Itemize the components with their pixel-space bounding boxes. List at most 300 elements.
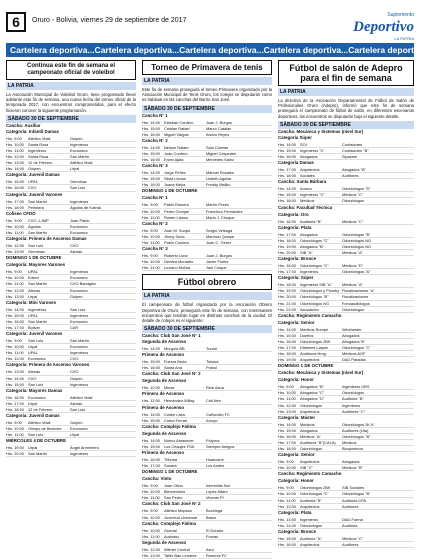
team-away: Gulpen xyxy=(70,420,83,425)
match-time: Hrs. 14:00 xyxy=(278,326,296,332)
category-heading: Cancha N° 3 xyxy=(142,246,168,252)
team-away: DAD Paradas xyxy=(342,357,366,363)
team-home: Juana Mejía xyxy=(164,182,186,188)
team-away: Contadores xyxy=(342,141,363,147)
team-home: Diabetes Llapan xyxy=(300,344,329,350)
match-time: Hrs. 9:00 xyxy=(142,227,158,233)
team-home: UPAL xyxy=(28,179,38,185)
match-time: Hrs. 20:00 xyxy=(278,249,296,255)
team-home: Urpal xyxy=(28,293,38,299)
match-time: Hrs. 18:00 xyxy=(6,406,24,412)
category-heading: DOMINGO 1 DE OCTUBRE xyxy=(142,188,198,194)
category-heading: Cancha N° 1 xyxy=(142,112,168,118)
category-heading: Cancha N° 2 xyxy=(142,137,168,143)
team-home: Abogados "C" xyxy=(300,390,325,396)
match-time: Hrs. 10:00 xyxy=(6,275,24,281)
match-time: Hrs. 15:00 xyxy=(142,125,160,131)
match-list xyxy=(142,359,272,371)
team-home: Ingenieros xyxy=(28,306,47,312)
match-time: Hrs. 11:00 xyxy=(6,350,24,356)
team-home: Odontólogos 2BK xyxy=(300,485,331,491)
category-heading: Categoría: Honor xyxy=(278,377,314,383)
match-time: Hrs. 14:00 xyxy=(142,411,160,417)
match-row xyxy=(142,553,272,559)
team-home: Colibrí Laza xyxy=(164,411,185,417)
match-time: Hrs. 20:00 xyxy=(6,451,24,457)
team-home: SIB "A" xyxy=(300,249,313,255)
team-away: Atenas xyxy=(70,249,83,255)
match-list xyxy=(142,253,272,271)
team-home: Cristian Rafael xyxy=(164,125,190,131)
match-list xyxy=(142,228,272,246)
match-time: Hrs. 16:00 xyxy=(142,456,160,462)
match-time: Hrs. 15:00 xyxy=(142,443,160,449)
team-away: Auditores xyxy=(342,503,359,509)
match-time: Hrs. 10:00 xyxy=(6,426,24,432)
match-list xyxy=(278,186,414,204)
match-time: Hrs. 15:00 xyxy=(142,359,160,365)
team-home: Odontólogos "C" xyxy=(300,237,329,243)
match-list xyxy=(278,327,414,364)
logo-main: Deportivo xyxy=(353,19,414,35)
team-away: Bravo xyxy=(206,514,217,520)
article-intro: El campeonato de fútbol organizado por la Asociación Obrero Deportiva de Oruro, proseguirá este fin de semana, con interesantes encuentros que tendrán lugar en distintos canchas de la ciudad. El detalle de cotejos es el siguiente: xyxy=(142,302,272,323)
category-heading: Cancha: Complejo Fátima xyxy=(142,423,196,429)
match-list xyxy=(6,269,136,299)
team-away: Odontólogos xyxy=(342,198,365,204)
article-intro: La Asociación Municipal de Voleibol Oruro, tiene programado llevar adelante este fin de semana, una nueva fecha del torneo oficial de la temporada 2017, con encuentros comprometidos, para el efecto hicieron conocer la siguiente programación. xyxy=(6,92,136,113)
team-away: Ramírez FC xyxy=(206,552,227,558)
match-time: Hrs. 10:00 xyxy=(278,491,296,497)
team-home: San Martín xyxy=(28,229,48,235)
article-source: LA PATRIA xyxy=(6,82,136,90)
match-time: Hrs. 18:00 xyxy=(278,446,296,452)
match-time: Hrs. 12:00 xyxy=(142,546,160,552)
team-home: Odontólogos NG xyxy=(300,300,329,306)
match-list xyxy=(142,170,272,188)
team-away: Los Andes xyxy=(206,463,225,469)
category-heading: DOMINGO 1 DE OCTUBRE xyxy=(6,255,62,261)
match-list xyxy=(6,369,136,387)
team-home: Urpal xyxy=(28,445,38,451)
team-away: Francisco Fernández xyxy=(206,208,243,214)
match-list xyxy=(278,536,414,548)
team-away: San Luis xyxy=(70,185,86,191)
category-heading: DOMINGO 1 DE OCTUBRE xyxy=(278,363,334,369)
match-time: Hrs. 15:00 xyxy=(278,147,296,153)
team-home: CVO-J-JMP xyxy=(28,217,49,223)
team-away: Médicos "C" xyxy=(342,535,364,541)
team-home: Ingenieros xyxy=(28,148,47,153)
supplement-logo xyxy=(353,12,414,41)
team-home: UPAL xyxy=(28,350,38,356)
team-home: Médicos xyxy=(300,198,315,204)
match-time: Hrs. 14:00 xyxy=(278,421,296,427)
match-time: Hrs. 15:00 xyxy=(6,179,24,185)
team-away: Médicos "D" xyxy=(342,263,364,269)
team-away: Médicos "B" xyxy=(342,465,363,471)
category-heading: Cancha: Vinto xyxy=(142,476,172,482)
match-time: Hrs. 9:00 xyxy=(278,485,294,491)
team-away: San Martín xyxy=(70,154,90,160)
match-time: Hrs. 10:00 xyxy=(6,223,24,229)
match-list xyxy=(6,218,136,236)
team-home: UPAL xyxy=(28,269,38,275)
team-away: Abogados xyxy=(342,459,360,465)
team-away: Médicos "A" xyxy=(342,282,363,288)
team-away: Odontólogos 2K-K xyxy=(342,421,374,427)
column-futsal xyxy=(278,60,414,548)
category-heading: Categoría: Mayores Varones xyxy=(6,262,66,268)
team-home: Rubén Llanos xyxy=(164,214,189,220)
team-home: San Martín xyxy=(28,451,48,457)
team-away: Fonoaudiólogos xyxy=(342,300,370,306)
match-time: Hrs. 16:00 xyxy=(278,542,296,548)
team-away: López Alfaro xyxy=(206,489,228,495)
match-time: Hrs. 15:00 xyxy=(6,312,24,318)
match-time: Hrs. 19:00 xyxy=(278,243,296,249)
match-list xyxy=(142,508,272,520)
match-time: Hrs. 10:00 xyxy=(278,465,296,471)
team-away: Fiscalizaciones xyxy=(342,294,369,300)
team-away: Águilas de Karnsk xyxy=(70,204,102,210)
match-list xyxy=(142,412,272,424)
team-home: 12 de Febrero xyxy=(28,406,53,412)
team-away: Auditores (Lita) xyxy=(342,427,369,433)
match-time: Hrs. 15:00 xyxy=(142,150,160,156)
team-home: Roberto Luna xyxy=(164,253,188,259)
team-away: Odontólogos NG xyxy=(342,237,371,243)
category-heading: Categoría: Juvenil Damas xyxy=(6,172,60,178)
match-time: Hrs. 12:00 xyxy=(6,287,24,293)
team-home: Jorge Peñez xyxy=(164,170,186,176)
team-home: Los Chaujes FSA xyxy=(164,443,195,449)
match-list xyxy=(142,438,272,450)
match-list xyxy=(142,120,272,138)
match-list xyxy=(278,263,414,275)
match-list xyxy=(6,338,136,362)
team-home: Economía xyxy=(28,394,46,400)
team-home: Tribuna xyxy=(164,456,178,462)
category-heading: Coliseo CFDO xyxy=(6,210,36,216)
match-time: Hrs. 9:00 xyxy=(142,253,158,259)
match-time: Hrs. 10:00 xyxy=(142,527,160,533)
match-list xyxy=(278,282,414,312)
team-home: Pablo Cordero xyxy=(164,239,190,245)
team-away: CVO xyxy=(70,356,79,362)
team-away: Economía xyxy=(70,318,88,324)
team-away: Economía xyxy=(70,223,88,229)
team-home: Odontólogos "C" xyxy=(300,263,329,269)
team-home: Wilmer Central xyxy=(164,546,190,552)
match-row xyxy=(278,542,414,548)
team-away: Gulpen xyxy=(70,375,83,381)
category-heading: Primera de Ascenso xyxy=(142,391,185,397)
venue-heading: Cancha: Auxiliar xyxy=(6,122,41,128)
team-home: Autorato xyxy=(164,533,179,539)
match-time: Hrs. 16:00 xyxy=(142,131,160,137)
team-away: Juan J. Burgos xyxy=(206,119,232,125)
dateline: Oruro - Bolivia, viernes 29 de septiembre de 2017 xyxy=(32,17,187,24)
category-heading: Categoría: Bronce xyxy=(278,528,317,534)
match-time: Hrs. 9:00 xyxy=(278,459,294,465)
schedule-list xyxy=(6,129,136,458)
team-away: Winchester xyxy=(342,326,362,332)
team-home: Bolivar xyxy=(28,324,40,330)
team-home: Médicos xyxy=(300,421,315,427)
team-home: Gramal xyxy=(164,527,177,533)
team-away: Abogados xyxy=(342,332,360,338)
category-heading: Categoría: Primera de Ascenso Varones xyxy=(6,362,90,368)
team-away: Ingenieros xyxy=(70,451,89,457)
match-time: Hrs. 17:00 xyxy=(278,167,296,173)
match-time: Hrs. 19:00 xyxy=(6,445,24,451)
team-home: Urpal xyxy=(28,344,38,350)
match-list xyxy=(6,420,136,438)
team-home: Atenas xyxy=(28,369,41,375)
team-away: Atenas xyxy=(70,400,83,406)
team-home: Águilas xyxy=(28,223,41,229)
article-source: LA PATRIA xyxy=(142,292,272,300)
team-home: Santa Rosa xyxy=(28,154,49,160)
venue-heading: Cancha: Club San José N° 1 xyxy=(142,333,201,339)
logo-sub: LA PATRIA xyxy=(394,36,414,41)
logo-super: Suplemento xyxy=(387,12,414,18)
team-home: Pedro Choque xyxy=(164,208,190,214)
category-heading: Categoría: Juvenil Damas xyxy=(6,413,60,418)
team-home: Ingenieros "C" xyxy=(300,147,325,153)
team-home: San Luis xyxy=(28,338,44,344)
match-list xyxy=(278,384,414,414)
match-time: Hrs. 17:00 xyxy=(142,463,160,469)
team-away: Bioquímicos xyxy=(342,446,364,452)
team-home: San Luis xyxy=(28,432,44,438)
team-home: Ingenieros "C" xyxy=(300,192,325,198)
category-heading: Primera de Ascenso xyxy=(142,404,185,410)
team-home: Dueños xyxy=(300,332,314,338)
team-away: San Luis xyxy=(70,306,86,312)
match-time: Hrs. 10:00 xyxy=(278,390,296,396)
team-home: Odontólogos "B" xyxy=(300,294,329,300)
team-home: San Luis xyxy=(28,381,44,387)
team-away: Tunari xyxy=(206,346,217,352)
team-away: Ingenieros xyxy=(70,198,89,204)
team-home: Olimpo de Bestorre xyxy=(28,426,62,432)
team-away: Intermilán Bol xyxy=(206,483,230,489)
category-heading: Categoría: Mayores Damas xyxy=(6,387,63,393)
team-home: Abogados xyxy=(300,231,318,237)
day-heading: SÁBADO 30 DE SEPTIEMBRE xyxy=(278,121,414,129)
team-home: San Pedro xyxy=(164,495,183,501)
team-away: Médicos AOF xyxy=(342,351,366,357)
team-home: Ingenieros xyxy=(300,269,319,275)
team-home: Odontólogos xyxy=(300,402,323,408)
match-time: Hrs. 15:00 xyxy=(6,381,24,387)
team-away: Ingenieros xyxy=(70,141,89,147)
column-voleibol xyxy=(6,60,136,540)
category-heading: Categoría: Bronce xyxy=(278,256,317,262)
match-time: Hrs. 16:00 xyxy=(278,218,296,224)
match-time: Hrs. 15:00 xyxy=(278,535,296,541)
match-time: Hrs. 18:00 xyxy=(278,173,296,179)
match-list xyxy=(278,142,414,160)
team-home: Abogados "B" xyxy=(300,384,324,390)
team-away: Odontólogos "C" xyxy=(342,344,371,350)
category-heading: Categoría: Mini Varones xyxy=(6,299,57,305)
match-time: Hrs. 12:00 xyxy=(278,402,296,408)
team-away: Ingenieros xyxy=(70,312,89,318)
match-time: Hrs. 16:00 xyxy=(278,433,296,439)
team-home: Economía xyxy=(28,356,46,362)
match-list xyxy=(6,307,136,331)
team-away: Sergio Veizaga xyxy=(206,227,233,233)
schedule-list xyxy=(142,339,272,559)
category-heading: Segunda de Ascenso xyxy=(142,430,187,436)
match-time: Hrs. 18:00 xyxy=(6,204,24,210)
category-heading: Categoría: Senior xyxy=(278,452,315,458)
team-home: Arquitectos xyxy=(300,542,320,548)
match-time: Hrs. 10:00 xyxy=(142,489,160,495)
team-home: 12 de Febrero xyxy=(28,160,53,166)
match-time: Hrs. 16:00 xyxy=(142,157,160,163)
match-time: Hrs. 11:00 xyxy=(142,265,160,271)
page-header xyxy=(6,12,414,41)
match-time: Hrs. 15:00 xyxy=(278,332,296,338)
team-home: Juan M. Surqui xyxy=(164,227,191,233)
team-home: Fuerza Bruta xyxy=(164,359,187,365)
team-home: Aurora xyxy=(300,186,312,192)
match-time: Hrs. 11:00 xyxy=(278,497,296,503)
team-home: Arquitectos xyxy=(300,167,320,173)
team-home: UPAL xyxy=(28,312,38,318)
team-away: Cañoncito FC xyxy=(206,411,230,417)
category-heading: Segunda de Ascenso xyxy=(142,339,187,345)
match-list xyxy=(278,422,414,452)
match-list xyxy=(142,145,272,163)
team-home: Arquitectos xyxy=(300,503,320,509)
match-time: Hrs. 14:00 xyxy=(6,166,24,172)
match-time: Hrs. 11:00 xyxy=(6,148,24,153)
match-time: Hrs. 16:00 xyxy=(278,154,296,159)
match-time: Hrs. 11:00 xyxy=(142,239,160,245)
team-home: Juventud Universal xyxy=(164,514,198,520)
team-away: Médicos "C" xyxy=(342,192,364,198)
match-time: Hrs. 13:00 xyxy=(278,408,296,414)
match-time: Hrs. 13:00 xyxy=(142,552,160,558)
category-heading: Categoría Damas xyxy=(278,160,314,166)
match-time: Hrs. 16:00 xyxy=(278,338,296,344)
team-away: Economía xyxy=(70,275,88,281)
team-home: Juan Otino xyxy=(164,483,183,489)
category-heading: Cancha: Complejo Fátima xyxy=(142,520,196,526)
team-away: Ingenieros xyxy=(70,350,89,356)
category-heading: Cancha: Club San José N° 2 xyxy=(142,371,201,377)
match-time: Hrs. 16:00 xyxy=(6,394,24,400)
team-home: CVO xyxy=(28,185,37,191)
match-list xyxy=(278,485,414,509)
match-time: Hrs. 11:00 xyxy=(142,533,160,539)
match-time: Hrs. 17:00 xyxy=(278,269,296,275)
article-title-voleibol: Continua este fin de semana el campeonato oficial de voleibol xyxy=(6,60,136,80)
team-away: Atlético Vidal xyxy=(70,160,93,166)
team-home: SOI xyxy=(300,141,307,147)
category-heading: Categoría: Infantil Damas xyxy=(6,128,59,134)
team-home: Auditoria "B" xyxy=(300,218,322,224)
match-time: Hrs. 16:00 xyxy=(142,182,160,188)
team-away: Abogados "B" xyxy=(342,167,366,173)
category-heading: Categoría: Primera de Ascenso Damas xyxy=(6,236,87,242)
team-home: Gulpen xyxy=(28,166,41,172)
team-away: Lisbeth Aguilar xyxy=(206,176,232,182)
team-home: Luciano Molina xyxy=(164,265,191,271)
category-heading: Cancha N° 2 xyxy=(142,220,168,226)
match-time: Hrs. 14:00 xyxy=(278,186,296,192)
team-home: San Martín xyxy=(28,281,48,287)
category-heading: Segunda de Ascenso xyxy=(142,378,187,384)
team-home: Ingenieros SIB "A" xyxy=(300,282,332,288)
match-list xyxy=(6,179,136,191)
team-home: Miguel Vargas xyxy=(164,131,189,137)
team-home: Santa Ana xyxy=(164,365,182,371)
section-banner: Cartelera deportiva...Cartelera deportiva...Cartelera deportiva...Cartelera deportiva...Cartelera deportiva... xyxy=(6,43,414,57)
match-time: Hrs. 12:00 xyxy=(6,356,24,362)
team-away: Abogados 'B' xyxy=(342,338,365,344)
category-heading: Categoría: Juvenil Varones xyxy=(6,331,63,337)
match-list xyxy=(6,395,136,413)
match-time: Hrs. 11:00 xyxy=(6,229,24,235)
venue-heading: Cancha: Mecánica y Sistemas (nivel Sur) xyxy=(278,128,364,134)
team-away: Mauricio Quispe xyxy=(206,233,235,239)
team-away: Economía xyxy=(70,426,88,432)
team-away: Auditoria CPA xyxy=(342,497,367,503)
team-away: Médicos "A" xyxy=(342,249,363,255)
team-away: Huancané xyxy=(206,456,224,462)
team-home: CVO xyxy=(28,375,37,381)
article-title-futsal: Fútbol de salón de Adepro para el fin de semana xyxy=(278,60,414,86)
team-away: Médicos xyxy=(342,440,357,445)
team-home: San Martín xyxy=(28,318,48,324)
team-away: Auditores xyxy=(342,173,359,179)
match-time: Hrs. 9:00 xyxy=(142,483,158,489)
team-home: Cobra Ferrari xyxy=(164,417,188,423)
match-time: Hrs. 17:00 xyxy=(278,231,296,237)
category-heading: Cancha N° 1 xyxy=(142,195,168,201)
team-away: Saúl Cuevas xyxy=(206,144,229,150)
team-away: Potosí xyxy=(206,365,218,371)
match-time: Hrs. 9:00 xyxy=(278,384,294,390)
match-time: Hrs. 10:00 xyxy=(142,259,160,265)
match-time: Hrs. 19:00 xyxy=(278,357,296,363)
team-away: Juan J. Burgos xyxy=(206,253,232,259)
team-home: Auditoria "B" xyxy=(300,497,322,503)
team-home: Odontólogos y Plumby xyxy=(300,288,340,294)
match-time: Hrs. 15:00 xyxy=(278,192,296,198)
team-home: Abogados "D" xyxy=(300,396,325,402)
category-heading: Categoría: Senior xyxy=(278,319,315,325)
team-away: Freddy Mallku xyxy=(206,182,231,188)
team-away: CVO xyxy=(70,243,79,249)
team-home: Auditores Hmg xyxy=(300,351,326,357)
team-home: Esteban Cordero xyxy=(164,119,194,125)
team-home: Médicos "A" xyxy=(300,433,321,439)
team-home: Nuevo Amanecer xyxy=(164,437,194,443)
match-list xyxy=(6,136,136,173)
match-time: Hrs. 17:00 xyxy=(278,344,296,350)
match-time: Hrs. 10:30 xyxy=(142,385,160,391)
team-away: Ingenieros URS xyxy=(342,384,370,390)
category-heading: Primera de Ascenso xyxy=(142,449,185,455)
team-away: Odontólogos NG xyxy=(342,243,371,249)
